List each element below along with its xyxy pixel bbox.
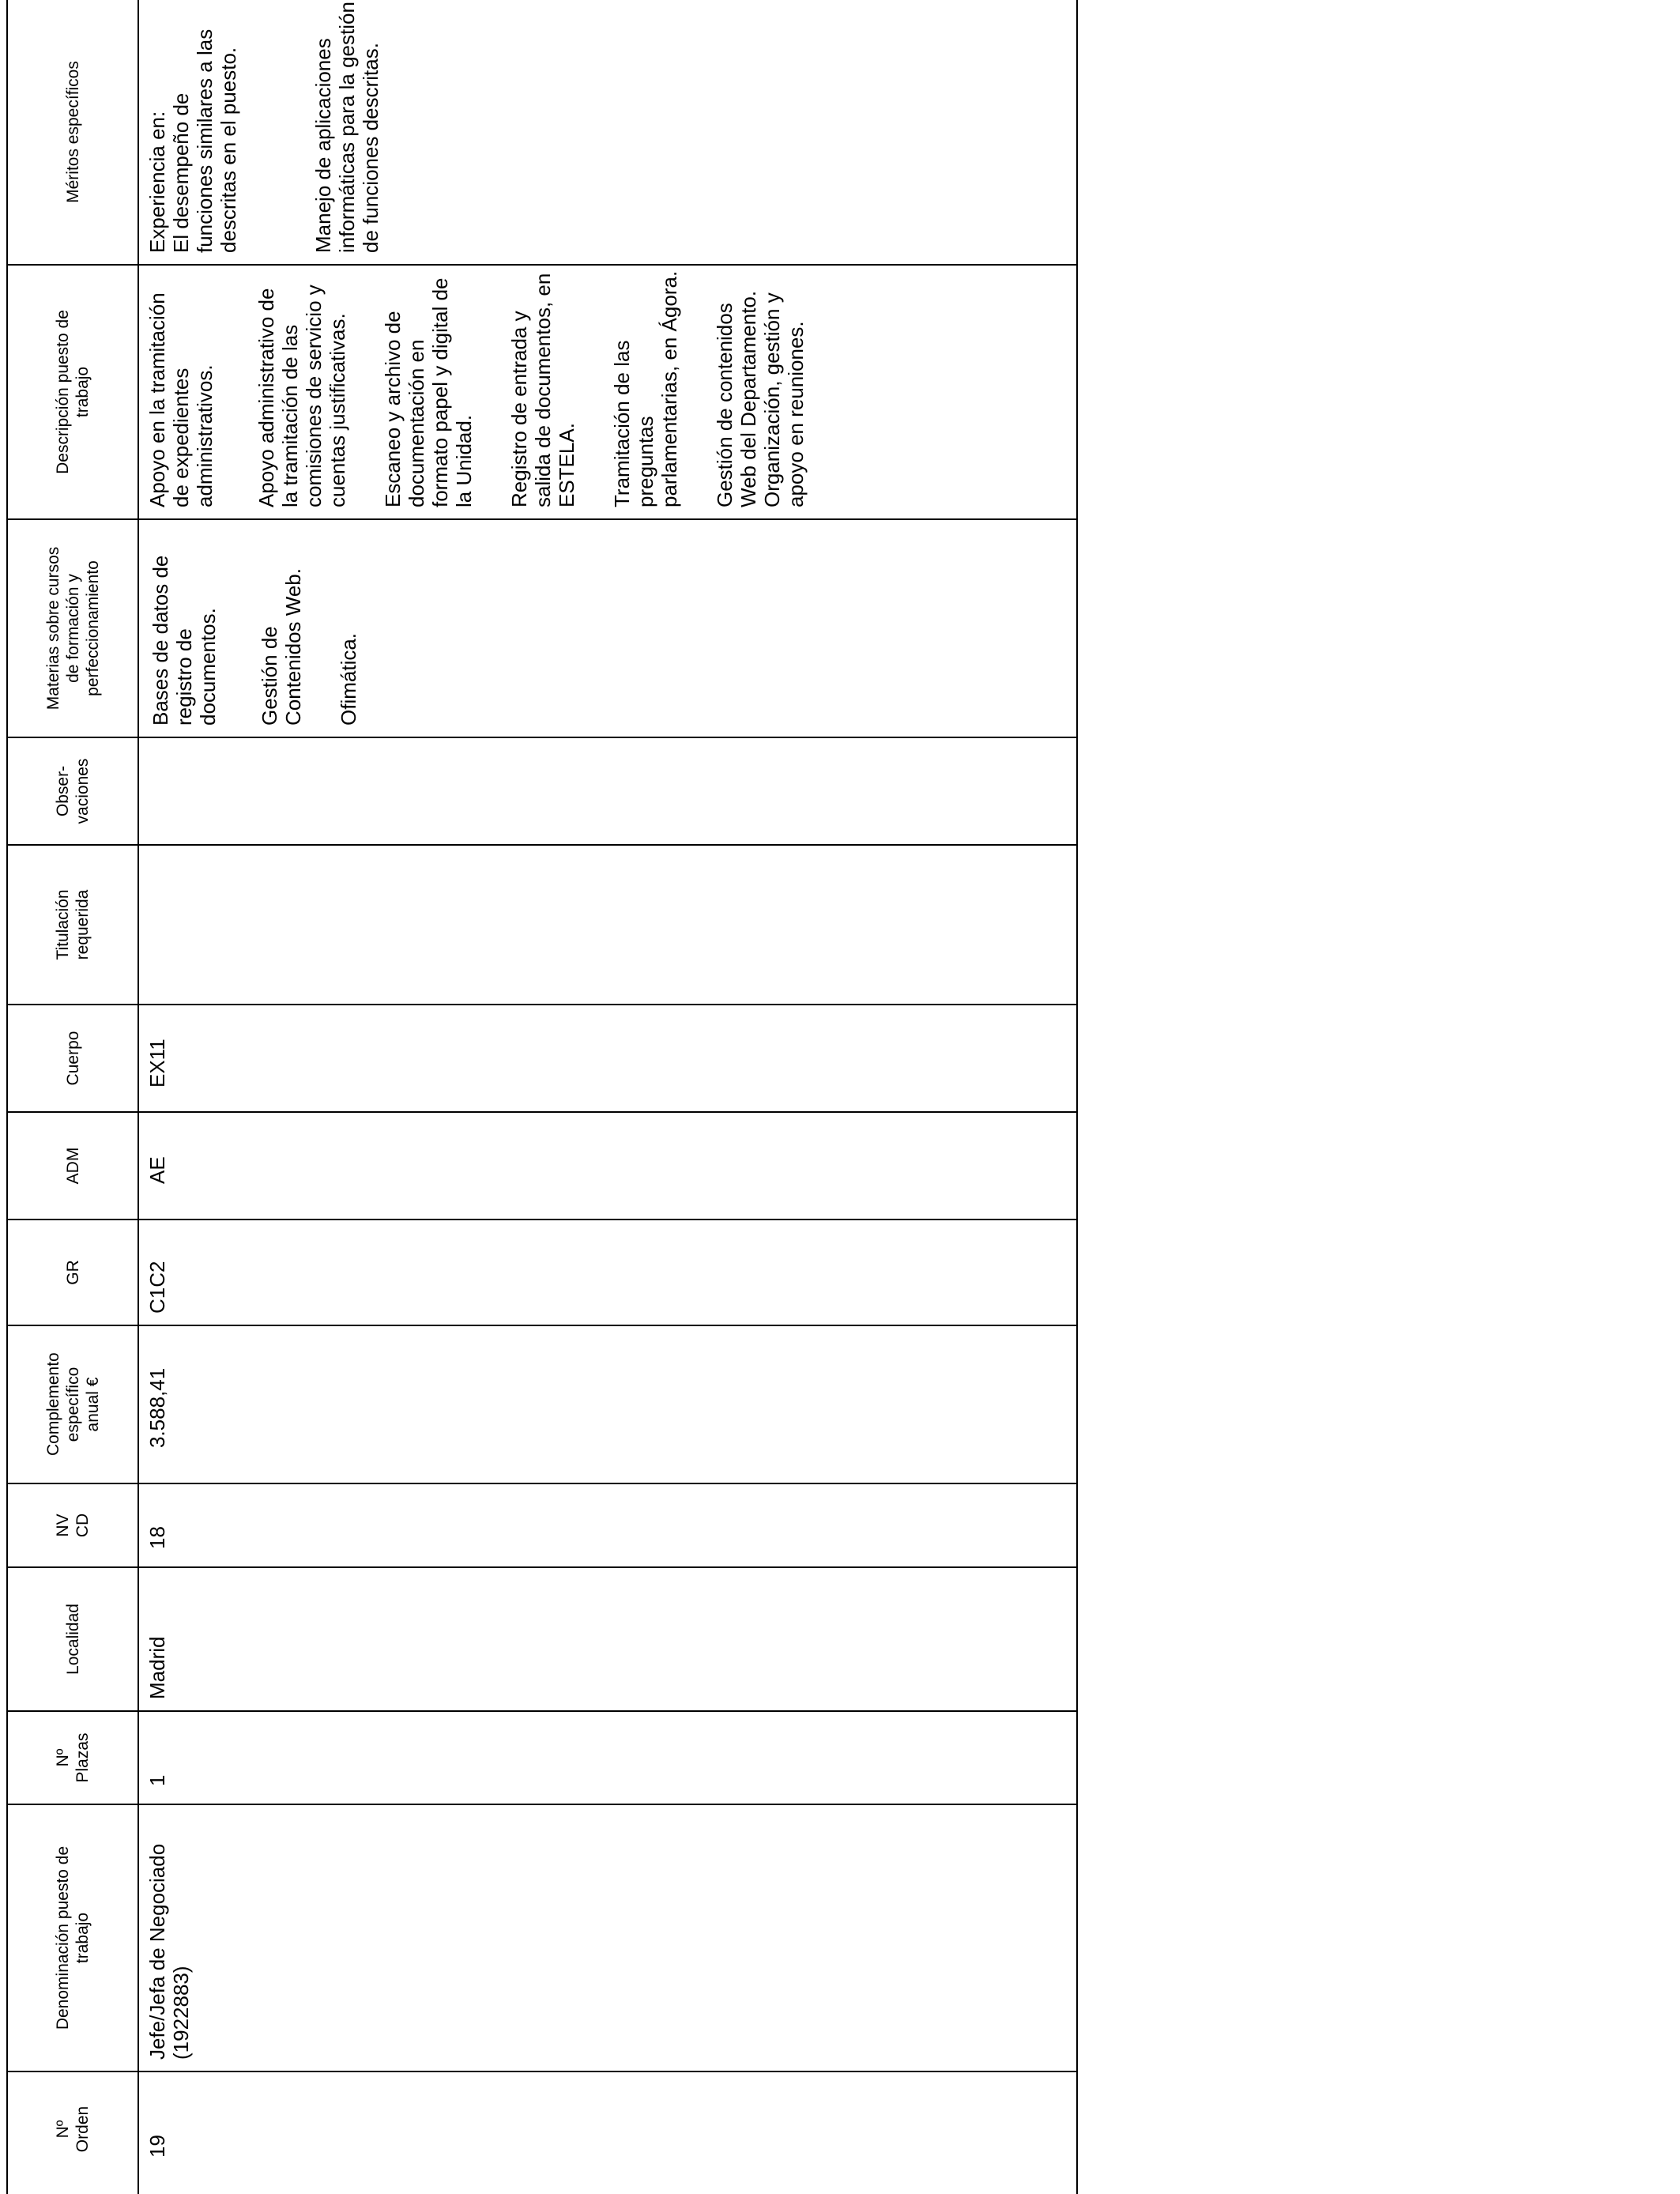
table-rule-bottom: [1076, 0, 1078, 2194]
col-sep: [6, 2071, 1078, 2072]
cell-descripcion: [139, 266, 1075, 518]
meritos-item: El desempeño de funciones similares a las descritas en el puesto.: [169, 28, 240, 253]
header-plazas-text: Nº Plazas: [54, 1732, 92, 1783]
header-plazas: [8, 1712, 137, 1804]
header-materias: [8, 520, 137, 737]
descripcion-item: Escaneo y archivo de documentación en formato papel y digital de la Unidad.: [381, 277, 476, 507]
descripcion-item: Tramitación de las preguntas parlamentarias, en Ágora.: [610, 270, 681, 507]
descripcion-item: Apoyo administrativo de la tramitación de las comisiones de servicio y cuentas justificativas.: [254, 285, 349, 507]
cell-denominacion: Jefe/Jefa de Negociado (1922883): [145, 1843, 193, 2060]
header-localidad: [8, 1568, 137, 1710]
header-meritos: [8, 0, 137, 264]
descripcion-item: Apoyo en la tramitación de expedientes administrativos.: [145, 292, 217, 507]
cell-adm: AE: [145, 1156, 169, 1184]
header-nvcd: [8, 1484, 137, 1566]
header-meritos-text: Méritos específicos: [63, 61, 82, 203]
header-descripcion: [8, 266, 137, 518]
cell-complemento: 3.588,41: [145, 1367, 169, 1448]
cell-titulacion: [139, 846, 186, 1004]
materias-item: Gestión de Contenidos Web.: [258, 568, 305, 726]
cell-cuerpo: EX11: [145, 1039, 169, 1088]
meritos-item: Experiencia en:: [145, 111, 169, 253]
header-complemento: [8, 1326, 137, 1483]
meritos-item: Manejo de aplicaciones informáticas para la gestión de funciones descritas.: [311, 2, 382, 253]
header-cuerpo-text: Cuerpo: [63, 1031, 82, 1086]
cell-gr: C1C2: [145, 1261, 169, 1314]
header-orden-text: Nº Orden: [54, 2105, 92, 2153]
header-complemento-text: Complemento específico anual €: [43, 1352, 102, 1456]
header-gr: [8, 1220, 137, 1325]
materias-item: Ofimática.: [337, 632, 360, 726]
header-titulacion: [8, 846, 137, 1004]
cell-meritos: [139, 0, 1075, 264]
header-adm-text: ADM: [63, 1147, 82, 1185]
header-cuerpo: [8, 1005, 137, 1111]
header-localidad-text: Localidad: [63, 1604, 82, 1675]
cell-materias: [142, 520, 1075, 737]
header-observaciones-text: Obser- vaciones: [54, 758, 92, 824]
header-nvcd-text: NV CD: [54, 1513, 92, 1538]
header-orden: [8, 2072, 137, 2186]
cell-plazas: 1: [145, 1774, 169, 1786]
descripcion-item: Gestión de contenidos Web del Departamento. Organización, gestión y apoyo en reuniones.: [713, 290, 808, 507]
cell-localidad: Madrid: [145, 1636, 169, 1699]
cell-orden: 19: [145, 2135, 169, 2158]
descripcion-item: Registro de entrada y salida de documentos, en ESTELA.: [507, 273, 578, 507]
cell-nvcd: 18: [145, 1526, 169, 1549]
header-denominacion: [8, 1805, 137, 2071]
header-adm: [8, 1113, 137, 1219]
header-gr-text: GR: [63, 1260, 82, 1285]
cell-observaciones: [139, 738, 186, 844]
header-denominacion-text: Denominación puesto de trabajo: [54, 1845, 92, 2030]
header-titulacion-text: Titulación requerida: [54, 889, 92, 960]
header-materias-text: Materias sobre cursos de formación y perfeccionamiento: [43, 546, 102, 711]
materias-item: Bases de datos de registro de documentos.: [149, 555, 220, 726]
header-descripcion-text: Descripción puesto de trabajo: [54, 310, 92, 474]
header-observaciones: [8, 738, 137, 844]
